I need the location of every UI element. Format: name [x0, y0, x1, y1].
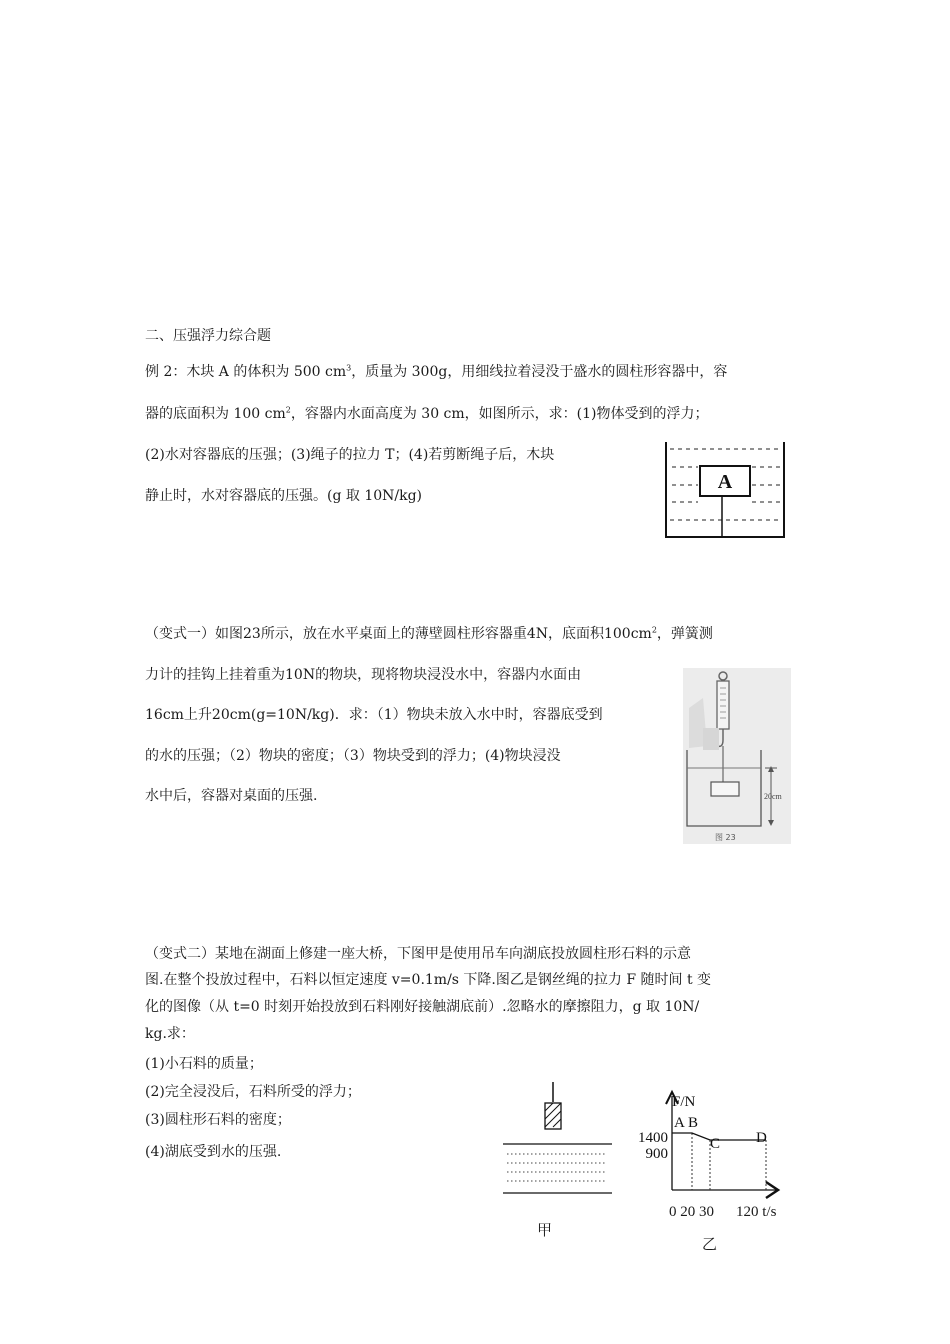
figure-yi-caption: 乙	[702, 1235, 718, 1253]
y-axis-label: F/N	[672, 1094, 696, 1110]
v2-question-2: (2)完全浸没后，石料所受的浮力；	[145, 1084, 361, 1100]
y-tick-900: 900	[645, 1146, 668, 1162]
figure-jia	[495, 1078, 620, 1200]
ex2-line-3: (2)水对容器底的压强；(3)绳子的拉力 T；(4)若剪断绳子后，木块	[145, 447, 555, 463]
ex2-superscript-3: 3	[346, 363, 352, 373]
v2-question-1: (1)小石料的质量；	[145, 1056, 263, 1072]
v1-line-2: 力计的挂钩上挂着重为10N的物块，现将物块浸没水中，容器内水面由	[145, 667, 582, 683]
v2-line-3: 化的图像（从 t=0 时刻开始投放到石料刚好接触湖底前）.忽略水的摩擦阻力，g 取 10N/	[145, 999, 700, 1015]
hand-stand	[703, 728, 719, 750]
v1-line-4: 的水的压强；（2）物块的密度；（3）物块受到的浮力；(4)物块浸没	[145, 748, 561, 764]
ex2-line-4: 静止时，水对容器底的压强。(g 取 10N/kg)	[145, 488, 423, 504]
submerged-block	[711, 782, 739, 796]
lake-water	[507, 1154, 607, 1181]
v2-question-3: (3)圆柱形石料的密度；	[145, 1112, 291, 1128]
ex2-line-2-rest: ，容器内水面高度为 30 cm，如图所示，求：(1)物体受到的浮力；	[290, 406, 709, 422]
container-block-figure	[660, 440, 790, 540]
v1-line-5: 水中后，容器对桌面的压强.	[145, 788, 318, 804]
v1-line-3: 16cm上升20cm(g=10N/kg)．求：（1）物块未放入水中时，容器底受到	[145, 707, 603, 723]
ex2-line-1-text: 例 2：木块 A 的体积为 500 cm	[145, 364, 347, 380]
v1-line-1-text: （变式一）如图23所示，放在水平桌面上的薄壁圆柱形容器重4N，底面积100cm	[145, 626, 652, 642]
ex2-line-1	[145, 362, 727, 382]
v1-line-1-rest: ，弹簧测	[656, 626, 713, 642]
v2-question-4: (4)湖底受到水的压强.	[145, 1144, 282, 1160]
ex2-line-1-rest: ，质量为 300g，用细线拉着浸没于盛水的圆柱形容器中，容	[351, 364, 728, 380]
v2-line-4: kg.求：	[145, 1026, 195, 1042]
v1-line-1	[145, 624, 713, 644]
point-label-a: A	[674, 1115, 685, 1131]
scan-background	[683, 668, 791, 844]
figure-jia-caption: 甲	[537, 1221, 553, 1239]
block-a-label: A	[717, 471, 733, 493]
v2-line-2: 图.在整个投放过程中，石料以恒定速度 v=0.1m/s 下降.图乙是钢丝绳的拉力 F 随时间 t 变	[145, 972, 712, 988]
ex2-line-2	[145, 404, 709, 424]
v1-superscript-2: 2	[651, 625, 657, 635]
point-label-b: B	[688, 1115, 699, 1131]
x-tick-labels-left: 0 20 30	[669, 1204, 714, 1220]
x-tick-labels-right: 120 t/s	[736, 1204, 777, 1220]
ex2-line-2-text: 器的底面积为 100 cm	[145, 406, 286, 422]
v2-line-1: （变式二）某地在湖面上修建一座大桥，下图甲是使用吊车向湖底投放圆柱形石料的示意	[145, 946, 691, 962]
section-title: 二、压强浮力综合题	[145, 328, 271, 344]
point-label-c: C	[710, 1136, 721, 1152]
figure-23	[683, 668, 791, 844]
y-tick-1400: 1400	[638, 1130, 668, 1146]
chart-guides	[692, 1133, 766, 1190]
height-label: 20cm	[764, 792, 782, 801]
point-label-d: D	[756, 1130, 767, 1146]
ex2-superscript-2: 2	[285, 405, 291, 415]
figure-23-caption: 图 23	[715, 833, 736, 842]
